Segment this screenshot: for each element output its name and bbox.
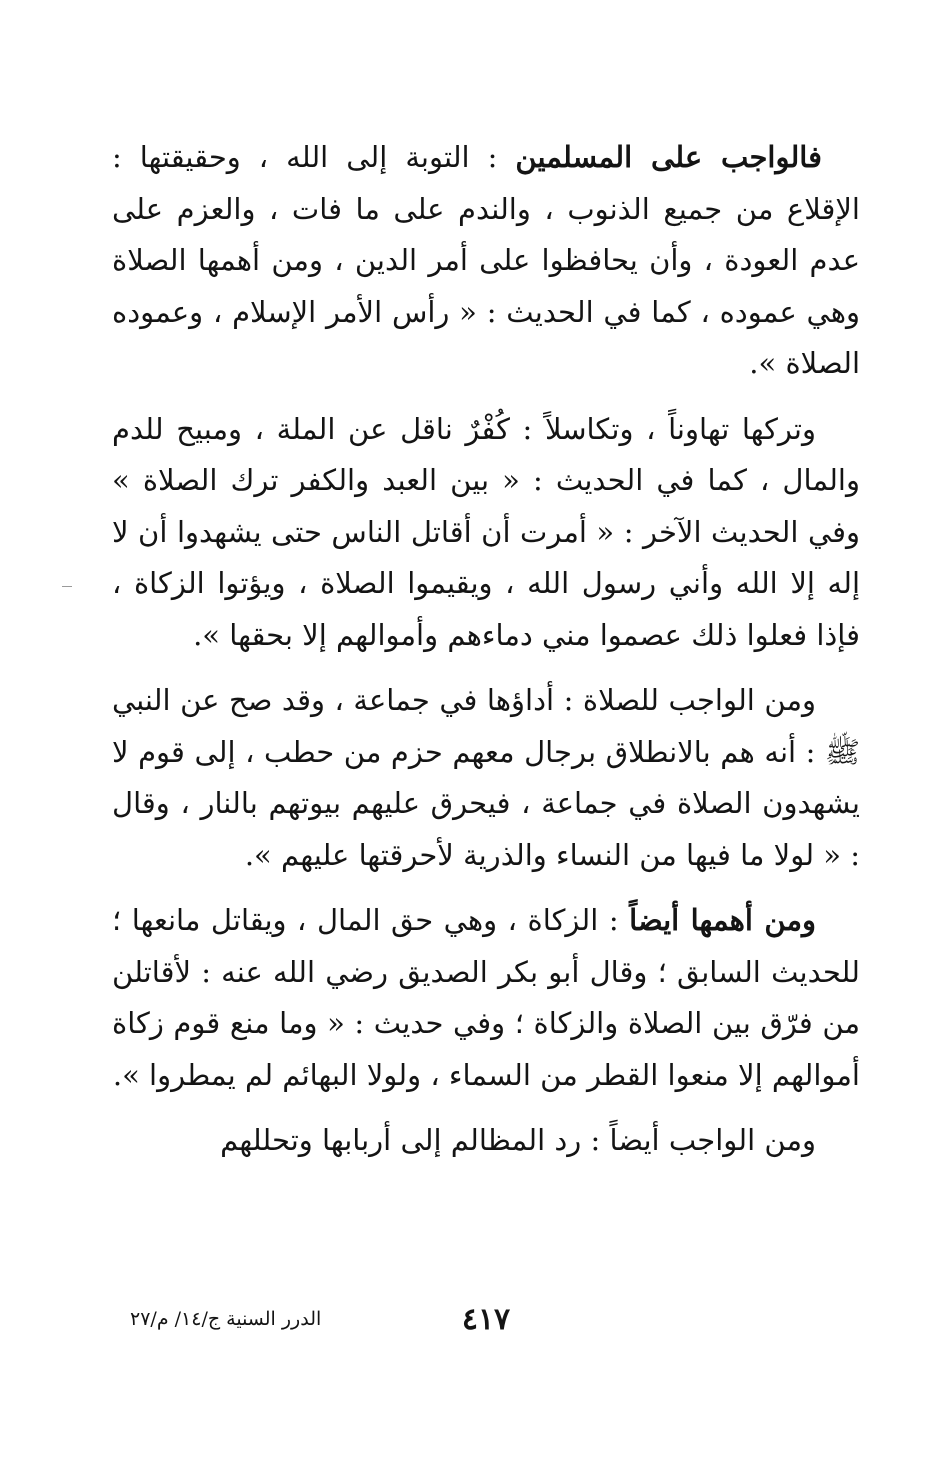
paragraph-4-lead: ومن أهمها أيضاً xyxy=(629,903,816,937)
page-body xyxy=(112,132,860,1181)
paragraph-5-text: ومن الواجب أيضاً : رد المظالم إلى أربابها وتحللهم xyxy=(220,1123,816,1157)
paragraph-1-lead: فالواجب على المسلمين xyxy=(515,140,823,174)
paragraph-3-text: ومن الواجب للصلاة : أداؤها في جماعة ، وقد صح عن النبي ﷺ : أنه هم بالانطلاق برجال معهم حزم من حطب ، إلى قوم لا يشهدون الصلاة في جماعة ، فيحرق عليهم بيوتهم بالنار ، وقال : « لولا ما فيها من النساء والذرية لأحرقتها عليهم ». xyxy=(112,683,860,872)
paragraph-3 xyxy=(112,675,860,881)
source-reference: الدرر السنية ج/١٤/ م/٢٧ xyxy=(130,1308,322,1330)
paragraph-1-text: : التوبة إلى الله ، وحقيقتها : الإقلاع من جميع الذنوب ، والندم على ما فات ، والعزم على عدم العودة ، وأن يحافظوا على أمر الدين ، ومن أهمها الصلاة وهي عموده ، كما في الحديث : « رأس الأمر الإسلام ، وعموده الصلاة ». xyxy=(112,140,860,380)
page-footer xyxy=(112,1298,860,1348)
paragraph-4-text: : الزكاة ، وهي حق المال ، ويقاتل مانعها ؛ للحديث السابق ؛ وقال أبو بكر الصديق رضي الله عنه : لأقاتلن من فرّق بين الصلاة والزكاة ؛ وفي حديث : « وما منع قوم زكاة أموالهم إلا منعوا القطر من السماء ، ولولا البهائم لم يمطروا ». xyxy=(112,903,860,1092)
margin-mark xyxy=(62,586,72,587)
paragraph-5 xyxy=(112,1115,860,1167)
paragraph-1 xyxy=(112,132,860,390)
paragraph-4 xyxy=(112,895,860,1101)
paragraph-2 xyxy=(112,404,860,662)
paragraph-2-text: وتركها تهاوناً ، وتكاسلاً : كُفْرٌ ناقل عن الملة ، ومبيح للدم والمال ، كما في الحديث : « بين العبد والكفر ترك الصلاة » وفي الحديث الآخر : « أمرت أن أقاتل الناس حتى يشهدوا أن لا إله إلا الله وأني رسول الله ، ويقيموا الصلاة ، ويؤتوا الزكاة ، فإذا فعلوا ذلك عصموا مني دماءهم وأموالهم إلا بحقها ». xyxy=(112,411,860,652)
page-number: ٤١٧ xyxy=(461,1302,511,1337)
